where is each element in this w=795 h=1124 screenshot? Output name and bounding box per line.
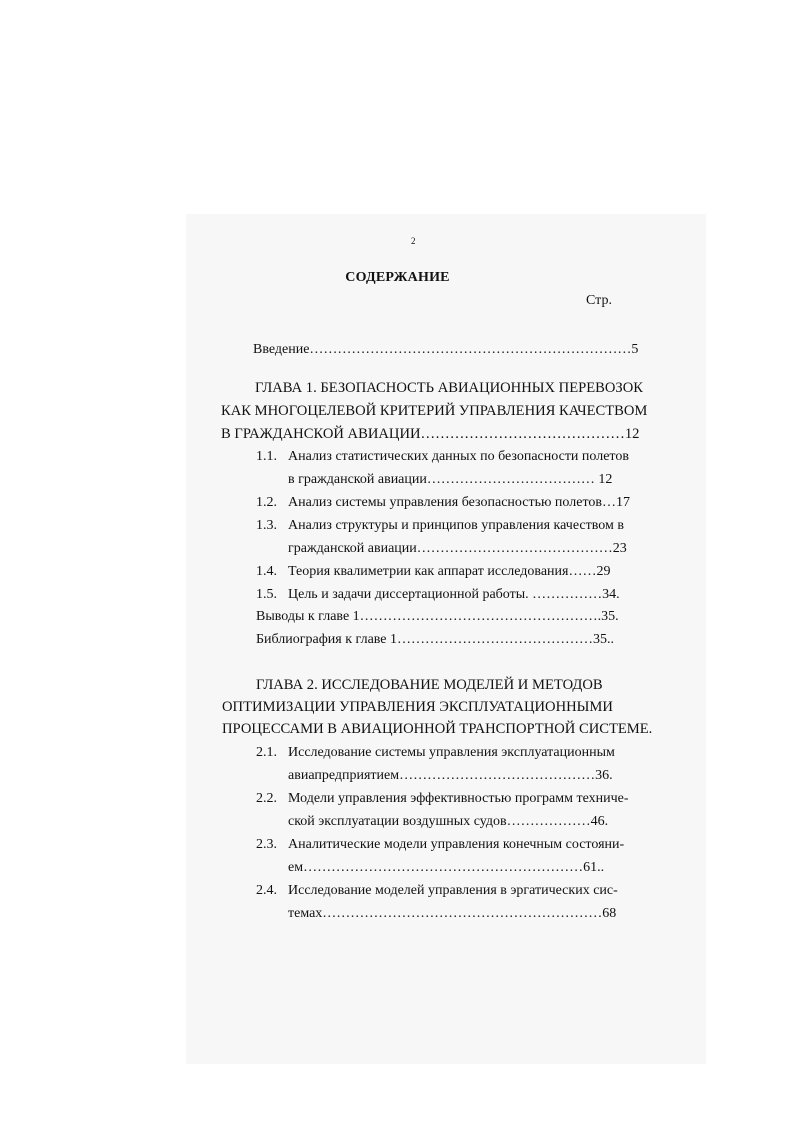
section-title-continued: ем……………………………………………………61..: [288, 860, 605, 875]
section-title: Анализ статистических данных по безопасности полетов: [288, 449, 629, 464]
section-number: 1.4.: [256, 564, 277, 579]
toc-entry-conclusions: Выводы к главе 1…………………………………………….35.: [256, 609, 619, 624]
chapter1-heading-line-1: ГЛАВА 1. БЕЗОПАСНОСТЬ АВИАЦИОННЫХ ПЕРЕВОЗОК: [255, 380, 644, 396]
section-number: 1.5.: [256, 587, 277, 602]
page-number: 2: [411, 236, 416, 246]
section-number: 2.1.: [256, 745, 277, 760]
section-number: 2.2.: [256, 791, 277, 806]
chapter1-heading-line-2: КАК МНОГОЦЕЛЕВОЙ КРИТЕРИЙ УПРАВЛЕНИЯ КАЧЕСТВОМ: [221, 403, 648, 419]
toc-entry-intro: Введение……………………………………………………………5: [253, 342, 639, 357]
section-number: 2.4.: [256, 883, 277, 898]
toc-entry-bibliography: Библиография к главе 1……………………………………35..: [256, 632, 615, 647]
section-title: Исследование моделей управления в эргатических сис-: [288, 883, 618, 898]
section-number: 2.3.: [256, 837, 277, 852]
section-title-continued: в гражданской авиации……………………………… 12: [288, 472, 613, 487]
section-title: Цель и задачи диссертационной работы. ……………34.: [288, 587, 620, 602]
section-title-continued: темах……………………………………………………68: [288, 906, 617, 921]
toc-title: СОДЕРЖАНИЕ: [345, 270, 450, 285]
chapter2-heading-line-3: ПРОЦЕССАМИ В АВИАЦИОННОЙ ТРАНСПОРТНОЙ СИСТЕМЕ.: [222, 721, 653, 737]
section-title: Аналитические модели управления конечным состояни-: [288, 837, 625, 852]
section-number: 1.3.: [256, 518, 277, 533]
section-number: 1.2.: [256, 495, 277, 510]
section-number: 1.1.: [256, 449, 277, 464]
chapter2-heading-line-2: ОПТИМИЗАЦИИ УПРАВЛЕНИЯ ЭКСПЛУАТАЦИОННЫМИ: [222, 699, 613, 715]
section-title-continued: гражданской авиации……………………………………23: [288, 541, 627, 556]
chapter2-heading-line-1: ГЛАВА 2. ИССЛЕДОВАНИЕ МОДЕЛЕЙ И МЕТОДОВ: [256, 677, 603, 693]
section-title-continued: ской эксплуатации воздушных судов………………46.: [288, 814, 609, 829]
section-title: Анализ структуры и принципов управления качеством в: [288, 518, 624, 533]
section-title: Анализ системы управления безопасностью полетов…17: [288, 495, 630, 510]
section-title: Модели управления эффективностью программ техниче-: [288, 791, 629, 806]
section-title-continued: авиапредприятием……………………………………36.: [288, 768, 613, 783]
section-title: Исследование системы управления эксплуатационным: [288, 745, 615, 760]
section-title: Теория квалиметрии как аппарат исследования……29: [288, 564, 611, 579]
page-column-label: Стр.: [586, 293, 612, 308]
chapter1-heading-line-3: В ГРАЖДАНСКОЙ АВИАЦИИ……………………………………12: [221, 426, 640, 442]
